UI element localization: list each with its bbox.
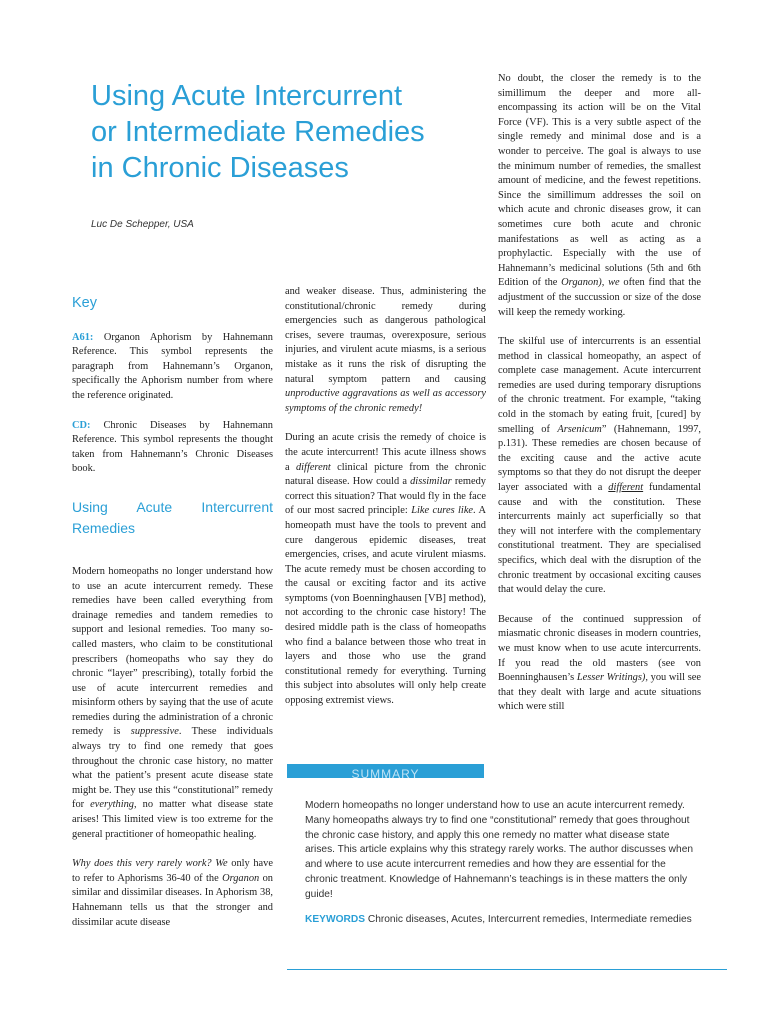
page-cutoff bbox=[490, 734, 730, 764]
title-line: Using Acute Intercurrent bbox=[91, 80, 403, 112]
paragraph: Why does this very rarely work? We only have to refer to Aphorisms 36-40 of the Organon on similar and dissimilar diseases. In Aphorism 38, Hahnemann tells us that the stronger and dissimilar acute disease bbox=[72, 858, 273, 928]
paragraph: During an acute crisis the remedy of choice is the acute intercurrent! This acute illness shows a different clinical picture from the chronic natural disease. How could a dissimilar remedy correct this situation? That would fly in the face of our most sacred principle: Like cures like. A homeopath must have the tools to prevent and cure dangerous epidemic diseases, treat emergencies, crises, and acute virulent miasms. The acute remedy must be chosen according to the causal or exciting factor and its active symptoms (von Boenninghausen [VB] method), not according to the chronic case history! The desired middle path is the class of homeopaths who find a balance between those who treat in layers and those who use the grand constitutional remedy for everything. Turning this subject into absolutes will only help create opposing extremist views. bbox=[285, 432, 486, 707]
summary-banner bbox=[287, 764, 484, 778]
summary-box bbox=[305, 799, 695, 927]
keywords bbox=[305, 913, 695, 928]
summary-label: SUMMARY bbox=[351, 767, 420, 778]
page-cutoff bbox=[0, 948, 290, 968]
paragraph: Modern homeopaths no longer understand how to use an acute intercurrent remedy. These remedies have been called everything from drainage remedies and tandem remedies to support and lesional remedies. Too many so-called masters, who claim to be constitutional prescribers (homeopaths who say they do chronic “layer” prescribing), totally forbid the use of acute intercurrent remedies and misinform others by saying that the use of acute remedies during the administration of a chronic remedy is suppressive. These individuals always try to find one remedy that goes throughout the chronic case history, no matter what the patient’s present acute disease state might be. They use this “constitutional” remedy for everything, no matter what disease state arises! This limited view is too extreme for the general practitioner of homeopathic healing. bbox=[72, 565, 273, 840]
paragraph: No doubt, the closer the remedy is to the simillimum the deeper and more all-encompassing its action will be on the Vital Force (VF). This is a very subtle aspect of the single remedy and minimal dose and is a wonder to perceive. The goal is always to use the minimum number of remedies, the smallest amount of medicine, and the fewest repetitions. Since the simillimum addresses the soil on which acute and chronic diseases grow, it can sometimes cure both acute and chronic manifestations as well as acting as a prophylactic. Especially with the use of Hahnemann’s medicinal solutions (5th and 6th Edition of the Organon), we often find that the adjustment of the succussion or size of the dose will keep the remedy working. bbox=[498, 73, 701, 318]
article-title bbox=[91, 78, 461, 186]
keywords-text: Chronic diseases, Acutes, Intercurrent remedies, Intermediate remedies bbox=[367, 913, 692, 925]
paragraph: and weaker disease. Thus, administering the constitutional/chronic remedy during emergencies such as dangerous pathological crises, severe traumas, overexposure, serious injuries, and virulent acute miasms, is a serious mistake as it runs the risk of disrupting the natural symptom pattern and causing unproductive aggravations as well as accessory symptoms of the chronic remedy! bbox=[285, 286, 486, 414]
cd-symbol: CD: bbox=[72, 419, 91, 431]
column-3 bbox=[498, 72, 701, 730]
cd-text: Chronic Diseases by Hahnemann Reference. This symbol represents the thought taken from Hahnemann’s Chronic Diseases book. bbox=[72, 419, 273, 475]
summary-text: Modern homeopaths no longer understand how to use an acute intercurrent remedy. Many homeopaths always try to find one “constitutional” remedy that goes throughout the chronic case history, and apply this one remedy no matter what disease state arises. This article explains why this strategy rarely works. The author discusses when and where to use acute intercurrent remedies and how they are essential for the chronic treatment. Knowledge of Hahnemann’s teachings is in these matters the only guide! bbox=[305, 800, 694, 900]
divider bbox=[287, 969, 727, 970]
column-2 bbox=[285, 285, 486, 724]
title-line: or Intermediate Remedies bbox=[91, 116, 425, 148]
paragraph: Because of the continued suppression of miasmatic chronic diseases in modern countries, we must know when to use acute intercurrents. If you read the old masters (see von Boenninghausen’s Lesser Writings), you will see that they dealt with large and acute situations which were still bbox=[498, 613, 702, 713]
key-heading: Key bbox=[72, 295, 97, 311]
section-heading: Using Acute Intercurrent Remedies bbox=[72, 498, 273, 536]
keywords-label: KEYWORDS bbox=[305, 913, 365, 925]
key-a61-entry bbox=[72, 331, 273, 404]
title-line: in Chronic Diseases bbox=[91, 152, 349, 184]
column-1 bbox=[72, 296, 273, 945]
author-byline: Luc De Schepper, USA bbox=[91, 219, 194, 230]
paragraph: The skilful use of intercurrents is an essential method in classical homeopathy, an aspect of complete case management. Acute intercurrent remedies are used during temporary disruptions of the chronic treatment. For example, “taking cold in the stomach by eating fruit, [cured] by smelling of Arsenicum” (Hahnemann, 1997, p.131). These remedies are chosen because of the exciting cause and the active acute symptoms so that they do not disrupt the deeper layer associated with a different fundamental cause and with the constitution. These intercurrents mainly act superficially so that they will not interfere with the complementary constitutional treatment. They are specialised specifics, which deal with the disruption of the chronic treatment by occasional exciting causes that would delay the cure. bbox=[498, 336, 702, 596]
a61-text: Organon Aphorism by Hahnemann Reference. This symbol represents the paragraph from Hahnemann’s Organon, specifically the Aphorism number from where the reference originated. bbox=[72, 331, 273, 401]
key-cd-entry bbox=[72, 419, 273, 477]
a61-symbol: A61: bbox=[72, 331, 94, 343]
